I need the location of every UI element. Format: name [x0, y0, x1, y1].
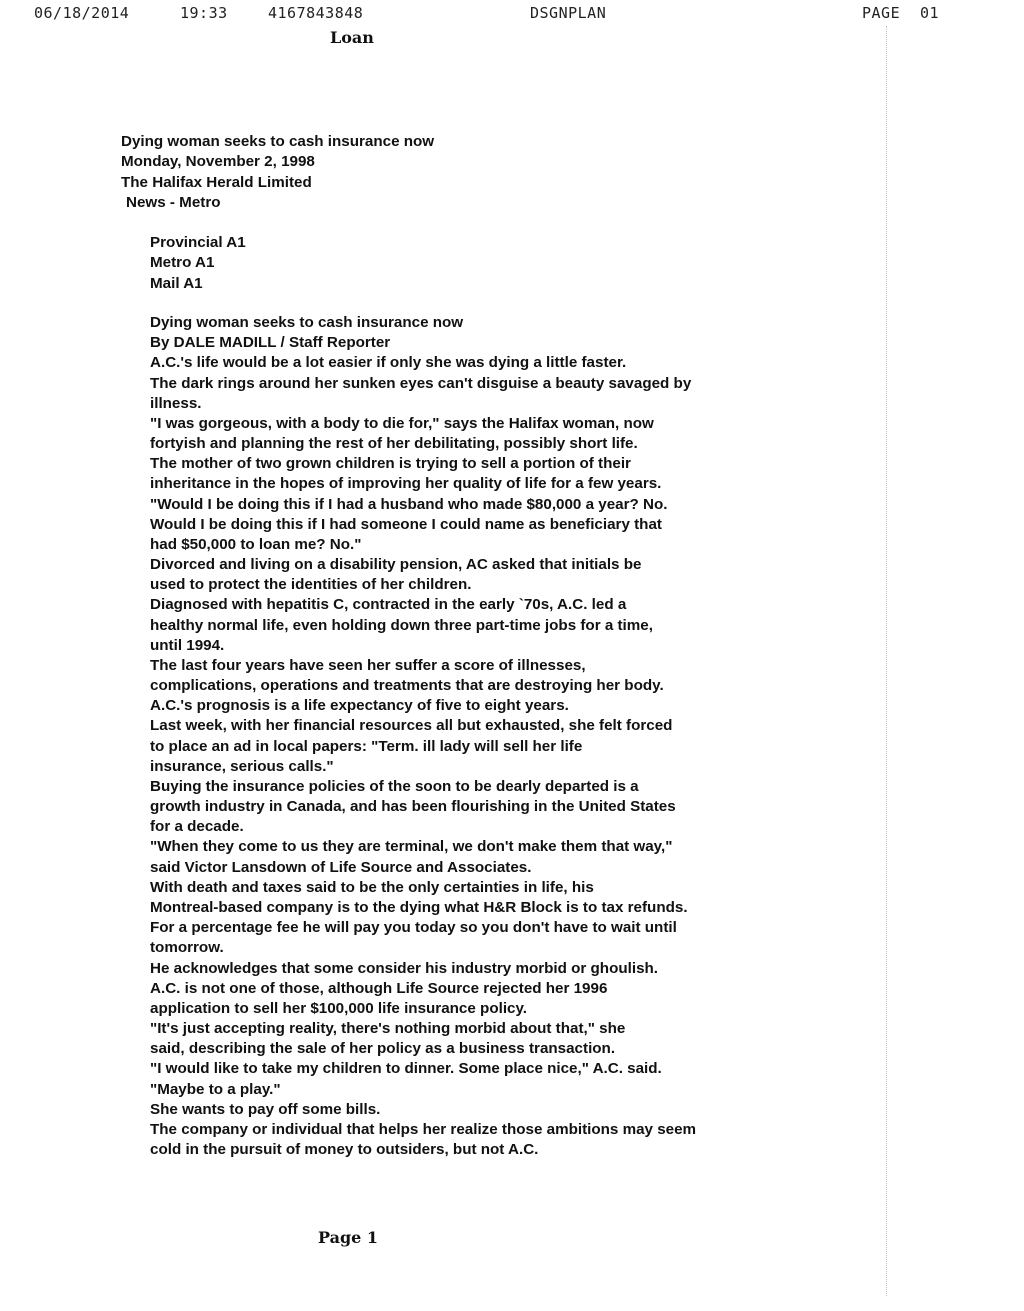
article-line: for a decade. [150, 818, 244, 836]
publication-date: Monday, November 2, 1998 [121, 153, 315, 171]
article-line: The mother of two grown children is trying to sell a portion of their [150, 455, 631, 473]
article-line: Buying the insurance policies of the soon to be dearly departed is a [150, 777, 639, 795]
article-line: The company or individual that helps her realize those ambitions may seem [150, 1120, 697, 1138]
article-line: until 1994. [150, 636, 225, 654]
fax-number: 4167843848 [268, 4, 364, 22]
article-line: She wants to pay off some bills. [150, 1100, 381, 1118]
article-line: With death and taxes said to be the only certainties in life, his [150, 878, 594, 896]
edition-item: Provincial A1 [150, 234, 246, 251]
article-line: "It's just accepting reality, there's nothing morbid about that," she [150, 1020, 626, 1038]
publisher: The Halifax Herald Limited [121, 173, 312, 191]
article-line: to place an ad in local papers: "Term. ill lady will sell her life [150, 737, 583, 755]
article-line: "I would like to take my children to dinner. Some place nice," A.C. said. [150, 1060, 662, 1078]
editions-list [150, 233, 246, 294]
article-line: A.C.'s life would be a lot easier if only she was dying a little faster. [150, 354, 627, 372]
article-line: growth industry in Canada, and has been flourishing in the United States [150, 798, 676, 816]
article-line: said, describing the sale of her policy as a business transaction. [150, 1040, 616, 1058]
article-line: insurance, serious calls." [150, 757, 334, 775]
byline: By DALE MADILL / Staff Reporter [150, 334, 391, 352]
article-line: had $50,000 to loan me? No." [150, 535, 362, 553]
article-line: inheritance in the hopes of improving her quality of life for a few years. [150, 475, 662, 493]
article-line: fortyish and planning the rest of her debilitating, possibly short life. [150, 435, 638, 453]
headline: Dying woman seeks to cash insurance now [121, 133, 435, 150]
article-line: "When they come to us they are terminal, we don't make them that way," [150, 838, 673, 856]
article-line: The last four years have seen her suffer a score of illnesses, [150, 656, 586, 674]
article-line: application to sell her $100,000 life insurance policy. [150, 999, 528, 1017]
fax-page-label: PAGE [862, 4, 901, 22]
article-line: Last week, with her financial resources all but exhausted, she felt forced [150, 717, 673, 735]
article-line: Would I be doing this if I had someone I could name as beneficiary that [150, 515, 662, 533]
article-line: "Would I be doing this if I had a husband who made $80,000 a year? No. [150, 495, 668, 513]
article-line: The dark rings around her sunken eyes can't disguise a beauty savaged by [150, 374, 692, 392]
fax-time: 19:33 [180, 4, 228, 22]
article-line: "Maybe to a play." [150, 1080, 281, 1098]
edition-item: Mail A1 [150, 274, 203, 292]
article-line: cold in the pursuit of money to outsiders, but not A.C. [150, 1141, 539, 1159]
fax-station-id: DSGNPLAN [530, 4, 607, 22]
article-line: used to protect the identities of her children. [150, 576, 472, 594]
fax-header [0, 4, 1024, 24]
article-line: illness. [150, 394, 202, 412]
article-line: He acknowledges that some consider his industry morbid or ghoulish. [150, 959, 659, 977]
article-headline: Dying woman seeks to cash insurance now [150, 314, 464, 331]
section: News - Metro [126, 193, 221, 211]
edition-item: Metro A1 [150, 254, 215, 272]
article-line: complications, operations and treatments that are destroying her body. [150, 677, 664, 695]
article-line: For a percentage fee he will pay you today so you don't have to wait until [150, 919, 677, 937]
page-footer: Page 1 [318, 1228, 379, 1247]
article-line: A.C.'s prognosis is a life expectancy of five to eight years. [150, 697, 569, 715]
fax-page-number: 01 [920, 4, 940, 22]
article-header-block [121, 132, 434, 213]
article-line: Diagnosed with hepatitis C, contracted in the early `70s, A.C. led a [150, 596, 627, 614]
fax-date: 06/18/2014 [34, 4, 130, 22]
article-body [150, 313, 696, 1160]
article-line: A.C. is not one of those, although Life Source rejected her 1996 [150, 979, 608, 997]
article-line: said Victor Lansdown of Life Source and Associates. [150, 858, 532, 876]
document-title: Loan [330, 28, 374, 47]
fax-edge-rule [886, 26, 887, 1296]
article-line: Montreal-based company is to the dying what H&R Block is to tax refunds. [150, 898, 688, 916]
article-line: Divorced and living on a disability pension, AC asked that initials be [150, 556, 642, 574]
article-line: healthy normal life, even holding down three part-time jobs for a time, [150, 616, 653, 634]
article-line: "I was gorgeous, with a body to die for," says the Halifax woman, now [150, 414, 654, 432]
article-line: tomorrow. [150, 939, 224, 957]
